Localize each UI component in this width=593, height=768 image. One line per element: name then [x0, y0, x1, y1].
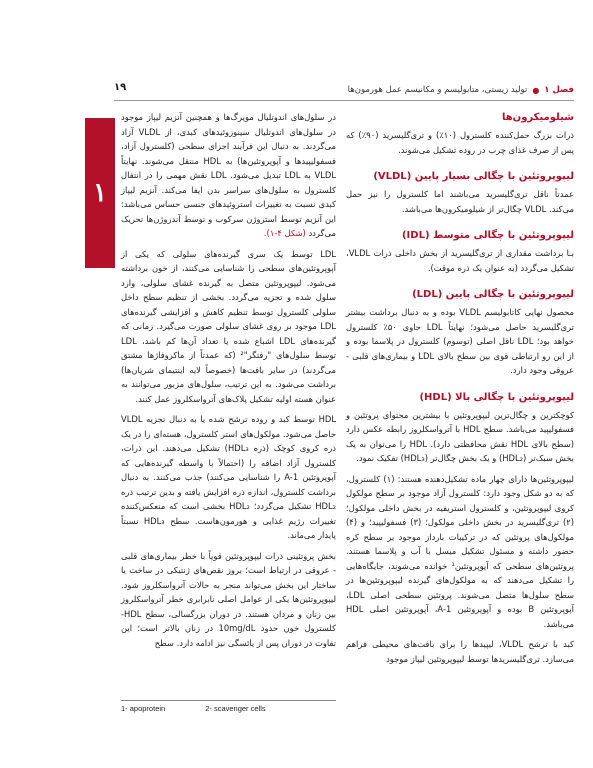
right-column — [346, 110, 574, 672]
paragraph-lipase — [121, 110, 336, 241]
footnotes — [121, 704, 336, 713]
left-column — [121, 110, 336, 656]
paragraph-lipase-text: در سلول‌های اندوتلیال مویرگ‌ها و همچنین آنزیم لیپاز موجود در سلول‌های اندوتلیال سینوزوئیدهای کبدی، از VLDL آزاد می‌گردند. به دنبال این فرآیند اجزای سطحی (کلسترول آزاد، فسفولیپیدها و آپوپروتئین‌ها) به HDL منتقل می‌شوند. نهایتاً VLDL به LDL تبدیل می‌شود. LDL نقش مهمی را در انتقال کلسترول به سلول‌های سراسر بدن ایفا می‌کند. آنزیم لیپاز کبدی نسبت به تغییرات استروئیدهای جنسی حساس می‌باشد: این آنزیم توسط استروژن سرکوب و توسط آندروژن‌ها تحریک می‌گردد — [121, 112, 336, 238]
section-text-hdl-2: لیپوپروتئین‌ها دارای چهار ماده تشکیل‌دهنده هستند: (۱) کلسترول، که به دو شکل وجود دارد: کلسترول آزاد موجود بر سطح مولکول کروی لیپوپروتئین، و کلسترول استریفیه در بخش داخلی مولکول؛ (۲) تری‌گلیسرید در بخش داخلی مولکول؛ (۳) فسفولیپید؛ و (۴) مولکول‌های پروتئین که در ترکیبات بارداز موجود بر سطح کره حضور داشته و مسئول تشکیل میسل با آب و پلاسما هستند. پروتئین‌های سطحی که آپوپروتئین¹ خوانده می‌شوند، جایگاه‌هایی را تشکیل می‌دهند که به مولکول‌های گیرنده لیپوپروتئین‌ها در سطح سلول‌ها متصل می‌شوند. پروتئین سطحی اصلی LDL، آپوپروتئین B بوده و آپوپروتئین A-1، آپوپروتئین اصلی HDL می‌باشد. — [346, 473, 575, 629]
section-text-chylomicrons: ذرات بزرگ حمل‌کننده کلسترول (۱۰٪) و تری‌گلیسرید (۹۰٪) که پس از صرف غذای چرب در روده تشکیل می‌شوند. — [346, 130, 574, 155]
section-title-hdl: لیپوپروتئین با چگالی بالا (HDL) — [419, 391, 574, 403]
header-divider — [114, 100, 574, 101]
section-title-vldl: لیپوپروتئین با چگالی بسیار پایین (VLDL) — [373, 171, 574, 182]
chapter-label: فصل ۱ — [544, 85, 574, 95]
side-tab-number: ۱ — [93, 178, 107, 208]
paragraph-hdl-secretion: HDL توسط کبد و روده ترشح شده یا به دنبال تجزیه VLDL حاصل می‌شود. مولکول‌های استر کلسترول، هسته‌ای را در یک ذره کروی کوچک (ذره HDL₃) تشکیل می‌دهند. این ذرات، کلسترول آزاد اضافه را (احتمالاً با واسطه گیرنده‌هایی که آپوپروتئین A-1 را شناسایی می‌کنند) جذب می‌کنند. به دنبال برداشت کلسترول، اندازه ذره افزایش یافته و بدین ترتیب ذره HDL₂ تشکیل می‌گردد؛ HDL₂ بخشی است که منعکس‌کننده تغییرات رژیم غذایی و هورمون‌هاست. سطح HDL₃ نسبتاً پایدار می‌ماند. — [121, 414, 336, 540]
bullet-dot-icon: ● — [532, 85, 540, 95]
section-text-hdl-3: کبد با ترشح VLDL، لیپیدها را برای بافت‌های محیطی فراهم می‌سازد. تری‌گلیسریدها توسط لیپوپروتئین لیپاز موجود — [346, 639, 574, 664]
section-text-hdl-1: کوچکترین و چگال‌ترین لیپوپروتئین با بیشترین محتوای پروتئین و فسفولیپید می‌باشد. سطح HDL با آترواسکلروز رابطه عکس دارد (سطح بالای HDL نقش محافظتی دارد). HDL را می‌توان به یک بخش سبک‌تر (HDL₂) و یک بخش چگال‌تر (HDL₃) تفکیک نمود. — [346, 409, 574, 463]
section-text-idl: بـا برداشت مقداری از تری‌گلیسرید از بخش داخلی ذرات VLDL، تشکیل می‌گردد (به عنوان یک ذره موقت). — [346, 248, 574, 273]
paragraph-ldl-receptors: LDL توسط یک سری گیرنده‌های سلولی که یکی از آپوپروتئین‌های سطحی را شناسایی می‌کنند، از خون برداشته می‌شود. لیپوپروتئین متصل به گیرنده غشای سلولی، وارد سلول شده و تجزیه می‌گردد. بخشی از تنظیم سطح داخل سلولی کلسترول توسط تنظیم کاهش و افزایشی گیرنده‌های LDL موجود بر روی غشای سلولی صورت می‌گیرد. زمانی که گیرنده‌های LDL اشباع شده یا تعداد آن‌ها کم باشد، LDL توسط سلول‌های "رفتگر"² (که عمدتاً از ماکروفاژها مشتق می‌گردند) در سایر بافت‌ها (خصوصاً لایه اینتیمای شریان‌ها) برداشت می‌شود. به این ترتیب، سلول‌های مزبور می‌توانند به عنوان هسته اولیه تشکیل پلاک‌های آترواسکلروز عمل کنند. — [121, 248, 336, 404]
section-title-ldl: لیپوپروتئین با چگالی پایین (LDL) — [412, 289, 574, 300]
section-text-vldl: عمدتاً ناقل تری‌گلیسرید می‌باشند اما کلسترول را نیز حمل می‌کند. VLDL چگال‌تر از شیلومیکرون‌ها می‌باشد. — [346, 189, 574, 214]
section-title-chylomicrons: شیلومیکرون‌ها — [501, 112, 574, 123]
running-header — [114, 82, 574, 98]
figure-reference: (شکل ۴-۱). — [263, 228, 306, 238]
chapter-side-tab — [85, 118, 115, 268]
chapter-title: تولید زیستی، متابولیسم و مکانیسم عمل هورمون‌ها — [347, 85, 528, 95]
page-number: ۱۹ — [114, 82, 127, 93]
footnote-1: 1- apoprotein — [121, 704, 166, 713]
footnote-2: 2- scavenger cells — [205, 704, 266, 713]
footnote-divider — [121, 700, 336, 701]
section-text-ldl: محصول نهایی کاتابولیسم VLDL بوده و به دنبال برداشت بیشتر تری‌گلیسرید حاصل می‌شود؛ نهایتاً LDL حاوی ۵۰٪ کلسترول خواهد بود؛ LDL ناقل اصلی (توسوم) کلسترول در پلاسما بوده و از این رو ارتباطی قوی بین سطح بالای LDL و بیماری‌های قلبی - عروقی وجود دارد. — [346, 307, 574, 375]
section-title-idl: لیپوپروتئین با چگالی متوسط (IDL) — [401, 230, 574, 241]
paragraph-protein-risk: بخش پروتئینی ذرات لیپوپروتئین قویاً با خطر بیماری‌های قلبی - عروقی در ارتباط است؛ بروز نقص‌های ژنتیکی در ساخت یا ساختار این بخش می‌تواند منجر به حالات آترواسکلروز شود. لیپوپروتئین‌ها یکی از عوامل اصلی نابرابری خطر آترواسکلروز بین زنان و مردان هستند. در دوران بزرگسالی، سطح HDL- کلسترول خون حدود 10mg/dL در زنان بالاتر است؛ این تفاوت در دوران پس از یائسگی نیز ادامه دارد. سطح — [121, 550, 336, 648]
